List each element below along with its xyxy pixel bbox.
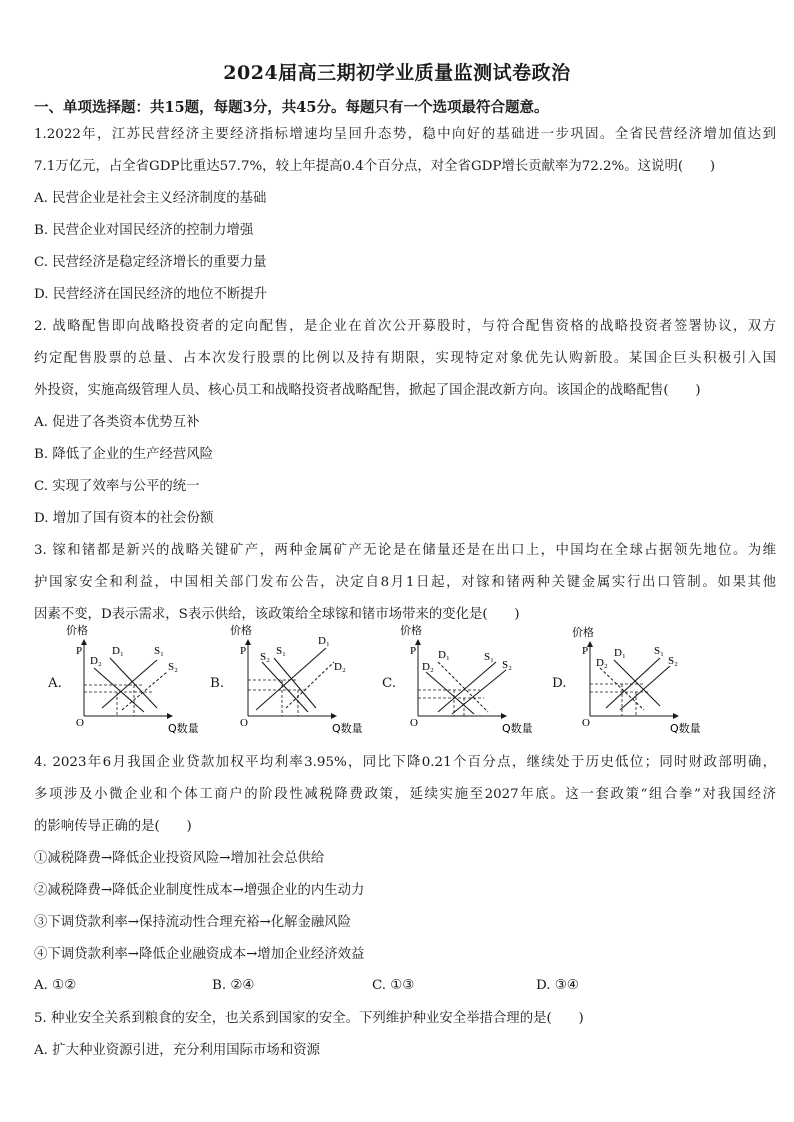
q1-option-c: C. 民营经济是稳定经济增长的重要力量 [34,255,267,270]
curve-label: D₂ [334,661,346,673]
p-label: P [76,645,83,657]
q1-option-d: D. 民营经济在国民经济的地位不断提升 [34,287,268,302]
curve-label: D₁ [318,635,330,647]
q3-graph-b [226,620,376,738]
q5-stem: 5. 种业安全关系到粮食的安全，也关系到国家的安全。下列维护种业安全举措合理的是( ) [34,1011,584,1026]
origin-label: O [582,717,590,729]
curve-label: S₁ [276,645,286,657]
q3-stem-line-2: 护国家安全和利益，中国相关部门发布公告，决定自8月1日起，对镓和锗两种关键金属实行出口管制。如果其他 [34,575,776,590]
price-axis-label: 价格 [400,624,422,637]
q3-graph-d-option: D. [552,676,567,691]
curve-label: S₂ [668,655,678,667]
curve-label: D₂ [422,661,434,673]
price-axis-label: 价格 [66,624,88,637]
q1-stem-line-1: 1.2022年，江苏民营经济主要经济指标增速均呈回升态势，稳中向好的基础进一步巩固。全省民营经济增加值达到 [34,127,776,142]
q-axis-label: Q数量 [670,722,701,735]
q3-graph-b-option: B. [210,676,225,691]
origin-label: O [410,717,418,729]
q4-stem-line-3: 的影响传导正确的是( ) [34,819,192,834]
q2-option-a: A. 促进了各类资本优势互补 [34,415,200,430]
q4-option-b: B. ②④ [212,978,255,993]
q3-stem-line-3: 因素不变，D表示需求，S表示供给，该政策给全球镓和锗市场带来的变化是( ) [34,607,520,622]
q4-stem-line-1: 4. 2023年6月我国企业贷款加权平均利率3.95%，同比下降0.21个百分点，继续处于历史低位；同时财政部明确， [34,755,776,770]
q4-item-2: ②减税降费→降低企业制度性成本→增强企业的内生动力 [34,883,365,898]
q-axis-label: Q数量 [332,722,363,735]
curve-label: D₁ [438,649,450,661]
p-label: P [410,645,417,657]
q-axis-label: Q数量 [502,722,533,735]
curve-label: S₂ [168,661,178,673]
q4-option-d: D. ③④ [536,978,579,993]
q4-item-4: ④下调贷款利率→降低企业融资成本→增加企业经济效益 [34,947,365,962]
q3-graph-a-option: A. [48,676,62,691]
curve-label: S₂ [260,651,270,663]
q1-option-a: A. 民营企业是社会主义经济制度的基础 [34,191,267,206]
curve-label: D₂ [90,655,102,667]
q1-stem-line-2: 7.1万亿元，占全省GDP比重达57.7%，较上年提高0.4个百分点，对全省GDP增长贡献率为72.2%。这说明( ) [34,159,716,174]
q2-option-d: D. 增加了国有资本的社会份额 [34,511,214,526]
curve-label: S₂ [502,659,512,671]
curve-label: D₂ [596,657,608,669]
q2-stem-line-3: 外投资，实施高级管理人员、核心员工和战略投资者战略配售，掀起了国企混改新方向。该国企的战略配售( ) [34,383,701,398]
q3-graph-c [396,620,546,738]
p-label: P [582,645,589,657]
q1-option-b: B. 民营企业对国民经济的控制力增强 [34,223,254,238]
q-axis-label: Q数量 [168,722,199,735]
q2-stem-line-1: 2. 战略配售即向战略投资者的定向配售，是企业在首次公开募股时，与符合配售资格的战略投资者签署协议，双方 [34,319,776,334]
q4-stem-line-2: 多项涉及小微企业和个体工商户的阶段性减税降费政策，延续实施至2027年底。这一套政策“组合拳”对我国经济 [34,787,776,802]
price-axis-label: 价格 [230,624,252,637]
curve-label: S₁ [654,645,664,657]
exam-title: 2024届高三期初学业质量监测试卷政治 [223,62,571,84]
q2-option-b: B. 降低了企业的生产经营风险 [34,447,214,462]
curve-label: S₁ [154,645,164,657]
q2-option-c: C. 实现了效率与公平的统一 [34,479,200,494]
q4-item-3: ③下调贷款利率→保持流动性合理充裕→化解金融风险 [34,915,352,930]
price-axis-label: 价格 [572,626,594,639]
curve-label: D₁ [614,647,626,659]
q2-stem-line-2: 约定配售股票的总量、占本次发行股票的比例以及持有期限，实现特定对象优先认购新股。某国企巨头积极引入国 [34,351,776,366]
q3-graph-c-option: C. [382,676,397,691]
q4-option-c: C. ①③ [372,978,415,993]
q3-graph-d [568,622,718,740]
origin-label: O [76,717,84,729]
origin-label: O [240,717,248,729]
q3-graphs [0,620,794,740]
curve-label: D₁ [112,645,124,657]
curve-label: S₁ [484,651,494,663]
q3-stem-line-1: 3. 镓和锗都是新兴的战略关键矿产，两种金属矿产无论是在储量还是在出口上，中国均在全球占据领先地位。为维 [34,543,776,558]
section-heading: 一、单项选择题：共15题，每题3分，共45分。每题只有一个选项最符合题意。 [34,99,549,116]
q3-graph-a [62,620,212,738]
q4-item-1: ①减税降费→降低企业投资风险→增加社会总供给 [34,851,325,866]
p-label: P [240,645,247,657]
q5-option-a: A. 扩大种业资源引进，充分利用国际市场和资源 [34,1043,320,1058]
q4-option-a: A. ①② [34,978,77,993]
